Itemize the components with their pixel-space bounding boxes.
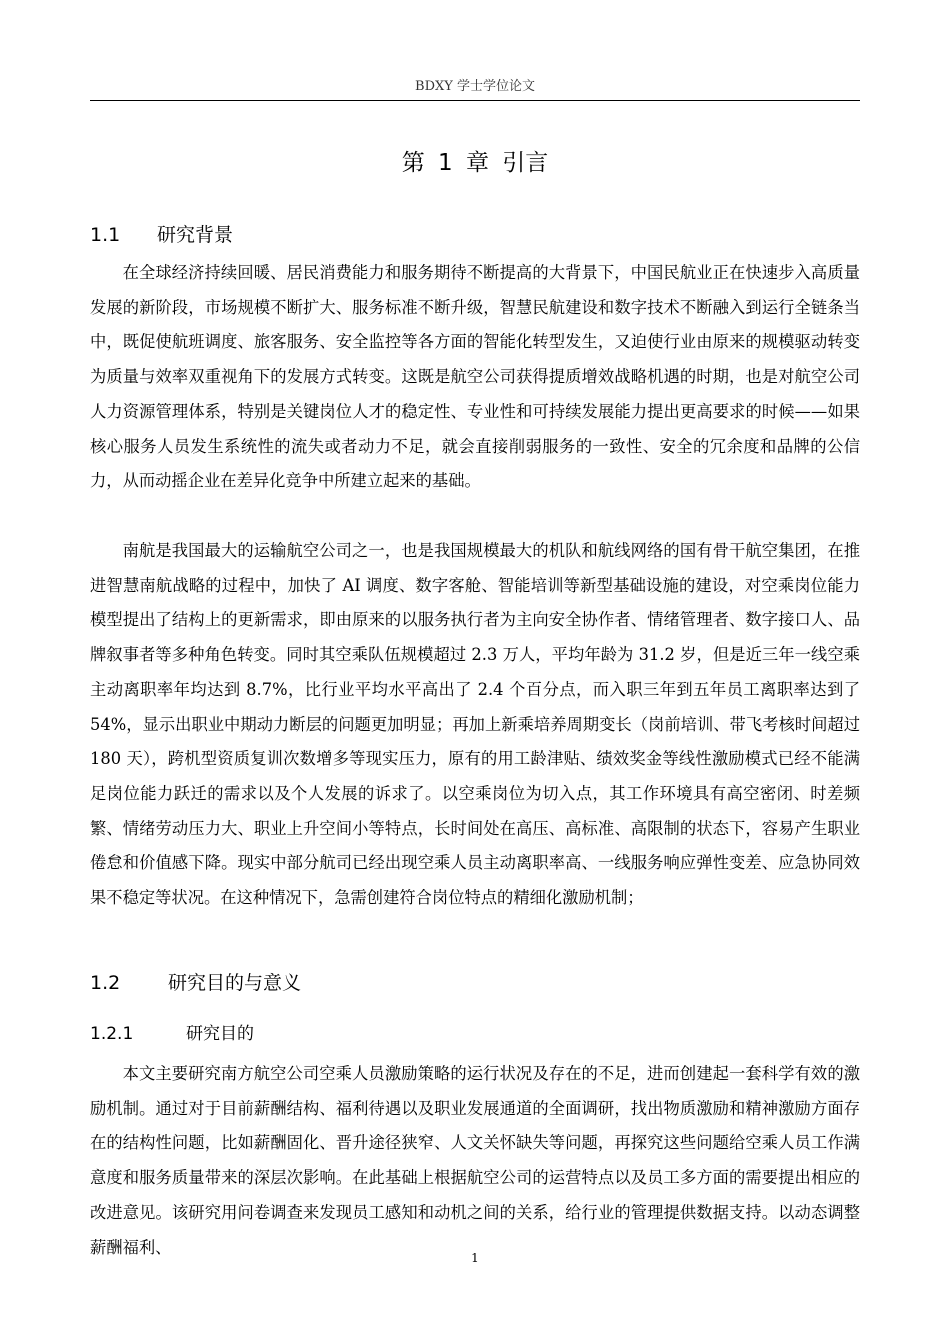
section-number: 1.2 xyxy=(90,972,121,994)
paragraph-purpose: 本文主要研究南方航空公司空乘人员激励策略的运行状况及存在的不足，进而创建起一套科学有效的激励机制。通过对于目前薪酬结构、福利待遇以及职业发展通道的全面调研，找出物质激励和精神激励方面存在的结构性问题，比如薪酬固化、晋升途径狭窄、人文关怀缺失等问题，再探究这些问题给空乘人员工作满意度和服务质量带来的深层次影响。在此基础上根据航空公司的运营特点以及员工多方面的需要提出相应的改进意见。该研究用问卷调查来发现员工感知和动机之间的关系，给行业的管理提供数据支持。以动态调整薪酬福利、 xyxy=(90,1064,860,1257)
subsection-title: 研究目的 xyxy=(186,1024,254,1044)
subsection-heading-1-2-1 xyxy=(90,1021,254,1047)
paragraph-background-2: 南航是我国最大的运输航空公司之一，也是我国规模最大的机队和航线网络的国有骨干航空集团，在推进智慧南航战略的过程中，加快了 AI 调度、数字客舱、智能培训等新型基础设施的建设，对空乘岗位能力模型提出了结构上的更新需求，即由原来的以服务执行者为主向安全协作者、情绪管理者、数字接口人、品牌叙事者等多种角色转变。同时其空乘队伍规模超过 2.3 万人，平均年龄为 31.2 岁，但是近三年一线空乘主动离职率年均达到 8.7%，比行业平均水平高出了 2.4 个百分点，而入职三年到五年员工离职率达到了 54%，显示出职业中期动力断层的问题更加明显；再加上新乘培养周期变长（岗前培训、带飞考核时间超过 180 天），跨机型资质复训次数增多等现实压力，原有的用工龄津贴、绩效奖金等线性激励模式已经不能满足岗位能力跃迁的需求以及个人发展的诉求了。以空乘岗位为切入点，其工作环境具有高空密闭、时差频繁、情绪劳动压力大、职业上升空间小等特点，长时间处在高压、高标准、高限制的状态下，容易产生职业倦怠和价值感下降。现实中部分航司已经出现空乘人员主动离职率高、一线服务响应弹性变差、应急协同效果不稳定等状况。在这种情况下，急需创建符合岗位特点的精细化激励机制； xyxy=(90,541,860,908)
page-number: 1 xyxy=(471,1251,479,1265)
section-heading-1-1 xyxy=(90,221,233,249)
chapter-title: 第 1 章 引言 xyxy=(401,150,549,176)
subsection-number: 1.2.1 xyxy=(90,1024,134,1044)
section-heading-1-2 xyxy=(90,969,301,997)
section-number: 1.1 xyxy=(90,224,121,246)
section-title: 研究目的与意义 xyxy=(168,972,302,994)
running-header: BDXY 学士学位论文 xyxy=(415,79,535,94)
paragraph-background-1: 在全球经济持续回暖、居民消费能力和服务期待不断提高的大背景下，中国民航业正在快速步入高质量发展的新阶段，市场规模不断扩大、服务标准不断升级，智慧民航建设和数字技术不断融入到运行全链条当中，既促使航班调度、旅客服务、安全监控等各方面的智能化转型发生，又迫使行业由原来的规模驱动转变为质量与效率双重视角下的发展方式转变。这既是航空公司获得提质增效战略机遇的时期，也是对航空公司人力资源管理体系，特别是关键岗位人才的稳定性、专业性和可持续发展能力提出更高要求的时候——如果核心服务人员发生系统性的流失或者动力不足，就会直接削弱服务的一致性、安全的冗余度和品牌的公信力，从而动摇企业在差异化竞争中所建立起来的基础。 xyxy=(90,263,860,491)
header-divider xyxy=(90,100,860,101)
section-title: 研究背景 xyxy=(157,224,234,246)
